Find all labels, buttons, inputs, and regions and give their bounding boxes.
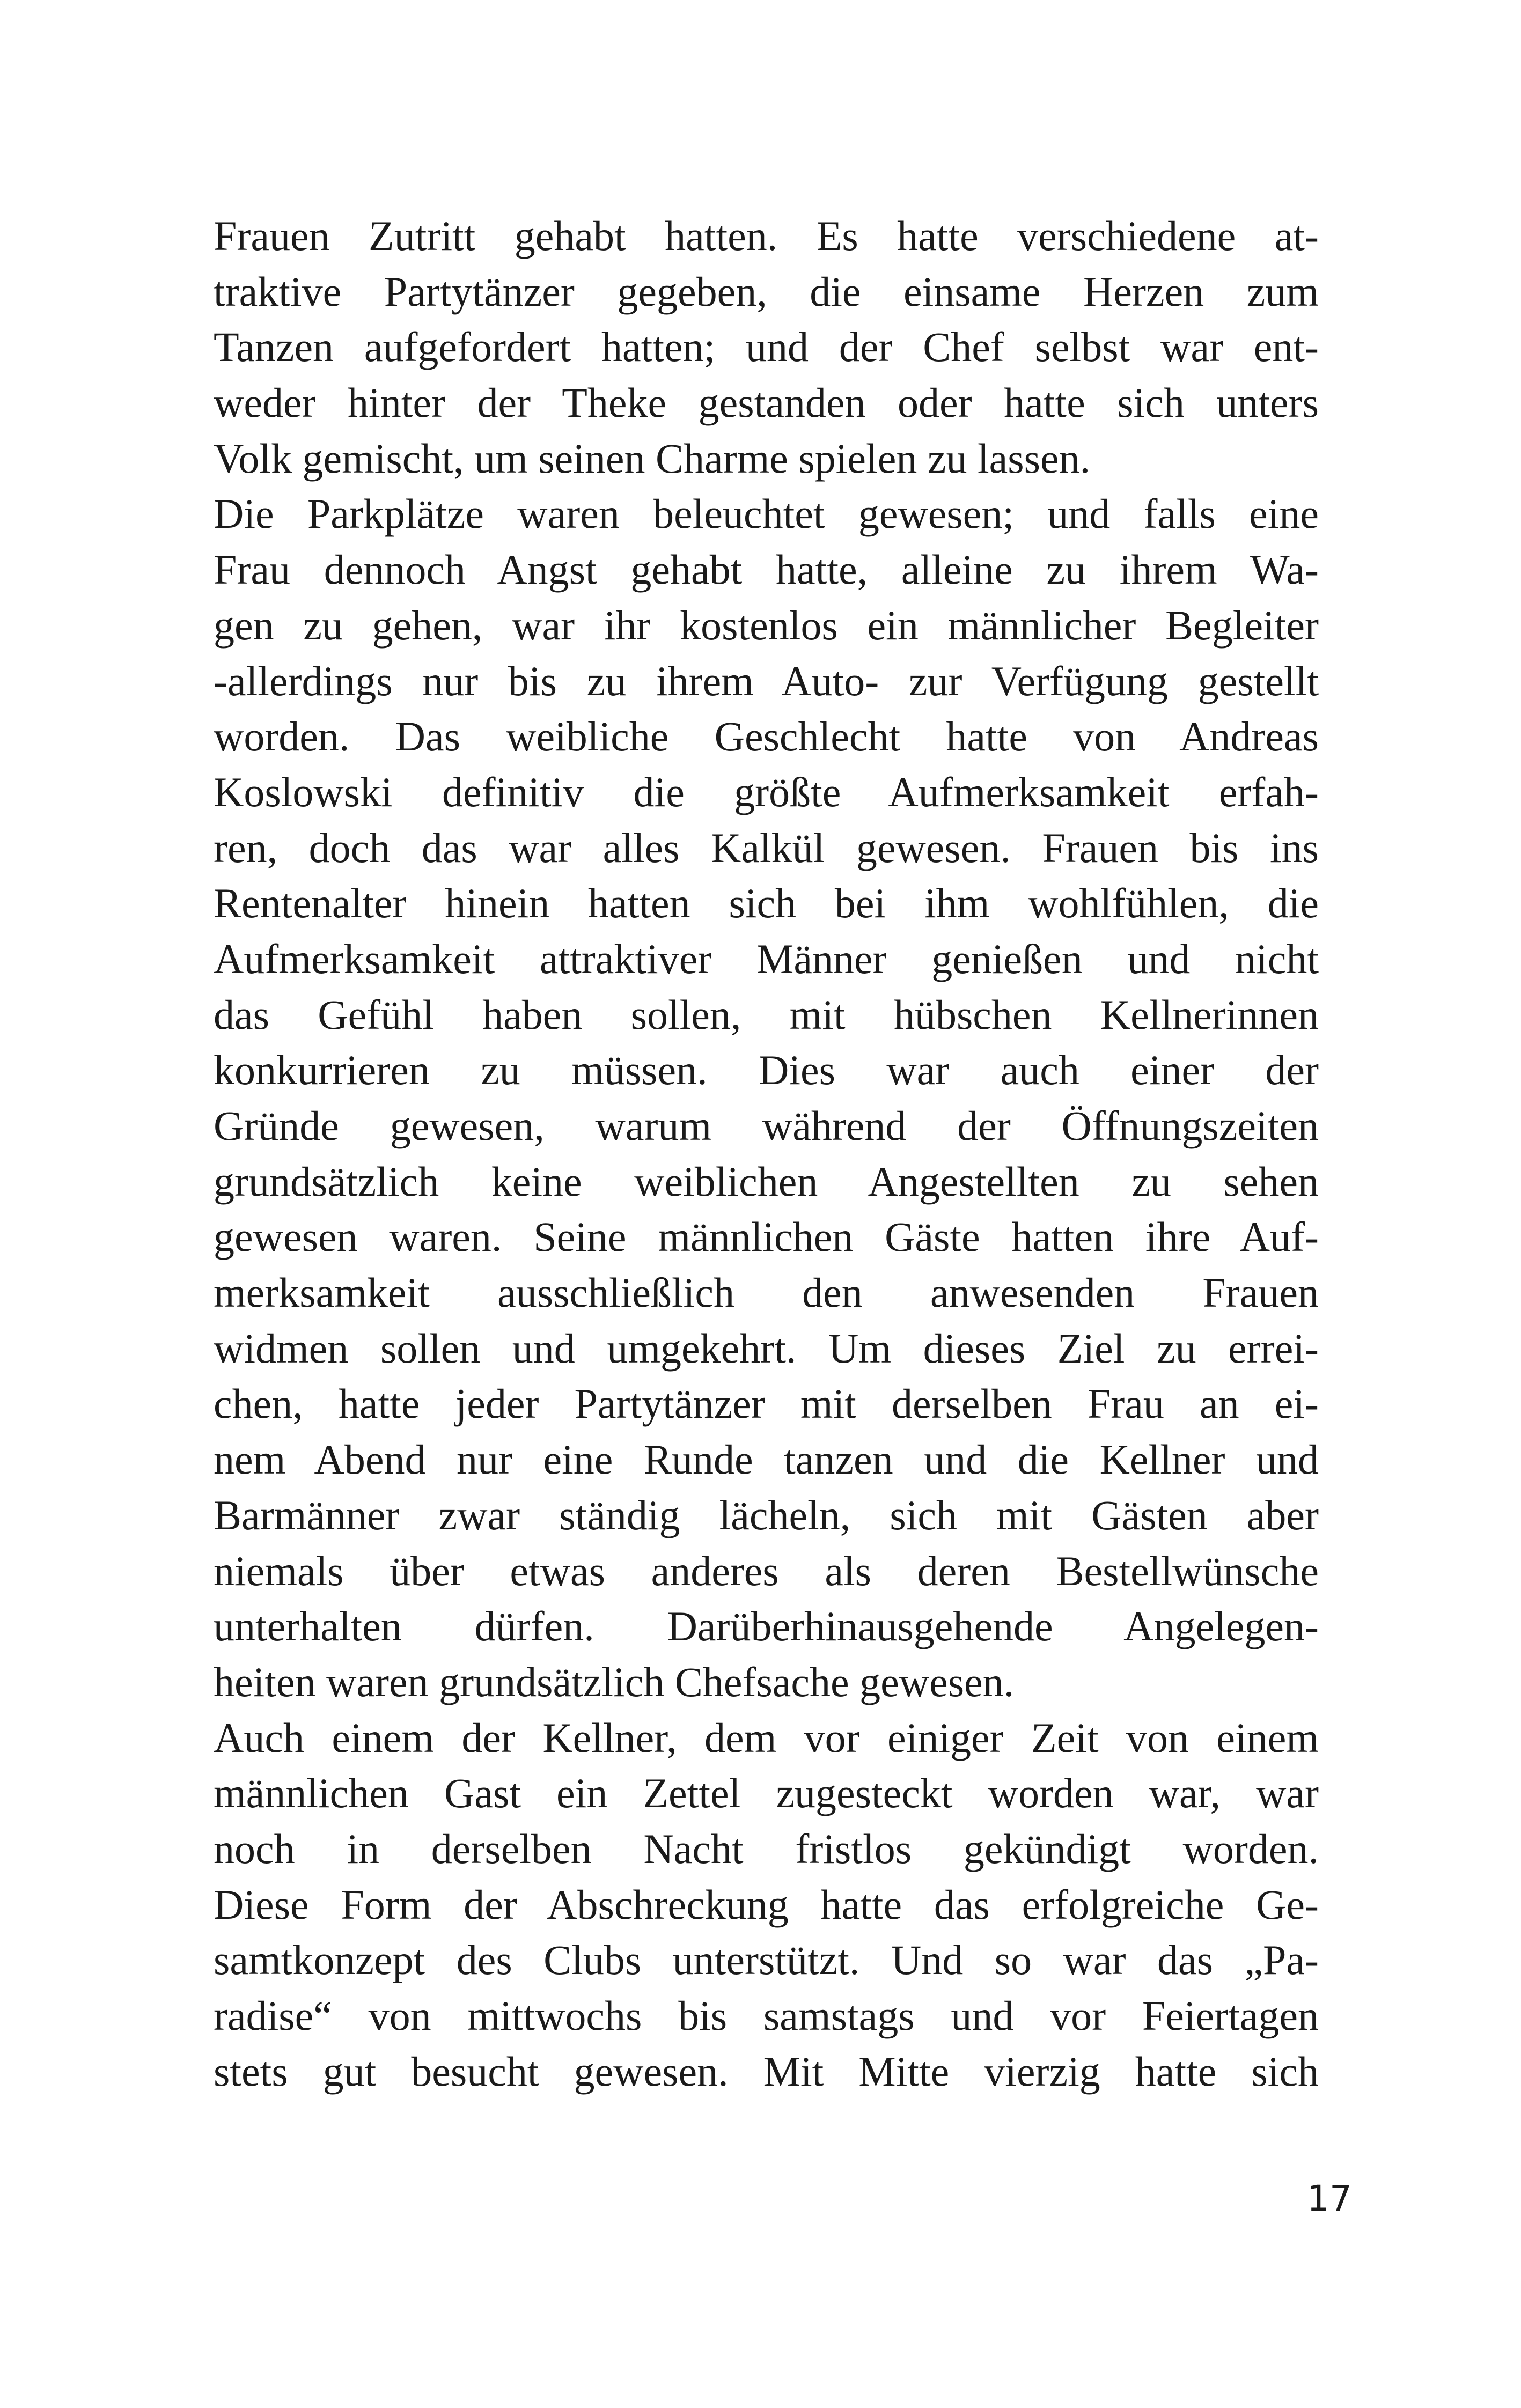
text-line: gen zu gehen, war ihr kostenlos ein männlicher Begleiter	[214, 601, 1319, 649]
text-line: radise“ von mittwochs bis samstags und vor Feiertagen	[214, 1992, 1319, 2039]
body-text	[214, 208, 1319, 2099]
text-line: Aufmerksamkeit attraktiver Männer genießen und nicht	[214, 935, 1319, 982]
text-line: -allerdings nur bis zu ihrem Auto- zur Verfügung gestellt	[214, 657, 1319, 704]
text-line: Koslowski definitiv die größte Aufmerksamkeit erfah-	[214, 768, 1319, 815]
text-line: Frauen Zutritt gehabt hatten. Es hatte verschiedene at-	[214, 212, 1319, 259]
text-line: unterhalten dürfen. Darüberhinausgehende Angelegen-	[214, 1603, 1319, 1650]
text-line: Volk gemischt, um seinen Charme spielen zu lassen.	[214, 435, 1091, 482]
text-line: traktive Partytänzer gegeben, die einsame Herzen zum	[214, 268, 1319, 315]
text-line: nem Abend nur eine Runde tanzen und die Kellner und	[214, 1436, 1319, 1483]
text-line: Auch einem der Kellner, dem vor einiger Zeit von einem	[214, 1714, 1319, 1761]
text-line: chen, hatte jeder Partytänzer mit derselben Frau an ei-	[214, 1380, 1319, 1427]
text-line: grundsätzlich keine weiblichen Angestellten zu sehen	[214, 1158, 1319, 1205]
text-line: Barmänner zwar ständig lächeln, sich mit Gästen aber	[214, 1491, 1319, 1538]
text-line: konkurrieren zu müssen. Dies war auch einer der	[214, 1047, 1319, 1094]
text-line: Rentenalter hinein hatten sich bei ihm wohlfühlen, die	[214, 880, 1319, 927]
text-line: Frau dennoch Angst gehabt hatte, alleine zu ihrem Wa-	[214, 546, 1319, 593]
text-line: stets gut besucht gewesen. Mit Mitte vierzig hatte sich	[214, 2048, 1319, 2095]
text-line: ren, doch das war alles Kalkül gewesen. Frauen bis ins	[214, 824, 1319, 871]
text-line: weder hinter der Theke gestanden oder hatte sich unters	[214, 379, 1319, 426]
text-line: noch in derselben Nacht fristlos gekündigt worden.	[214, 1825, 1319, 1872]
text-line: merksamkeit ausschließlich den anwesenden Frauen	[214, 1269, 1319, 1316]
page-number: 17	[1307, 2178, 1352, 2219]
text-line: Tanzen aufgefordert hatten; und der Chef selbst war ent-	[214, 323, 1319, 371]
text-line: heiten waren grundsätzlich Chefsache gewesen.	[214, 1658, 1015, 1705]
text-line: worden. Das weibliche Geschlecht hatte von Andreas	[214, 713, 1319, 760]
text-line: männlichen Gast ein Zettel zugesteckt worden war, war	[214, 1770, 1319, 1817]
text-line: Gründe gewesen, warum während der Öffnungszeiten	[214, 1102, 1319, 1149]
text-line: niemals über etwas anderes als deren Bestellwünsche	[214, 1547, 1319, 1594]
text-line: das Gefühl haben sollen, mit hübschen Kellnerinnen	[214, 991, 1319, 1038]
text-line: samtkonzept des Clubs unterstützt. Und so war das „Pa-	[214, 1936, 1319, 1984]
text-line: widmen sollen und umgekehrt. Um dieses Ziel zu errei-	[214, 1324, 1319, 1372]
text-line: Diese Form der Abschreckung hatte das erfolgreiche Ge-	[214, 1881, 1319, 1928]
text-line: gewesen waren. Seine männlichen Gäste hatten ihre Auf-	[214, 1213, 1319, 1261]
text-line: Die Parkplätze waren beleuchtet gewesen; und falls eine	[214, 490, 1319, 537]
